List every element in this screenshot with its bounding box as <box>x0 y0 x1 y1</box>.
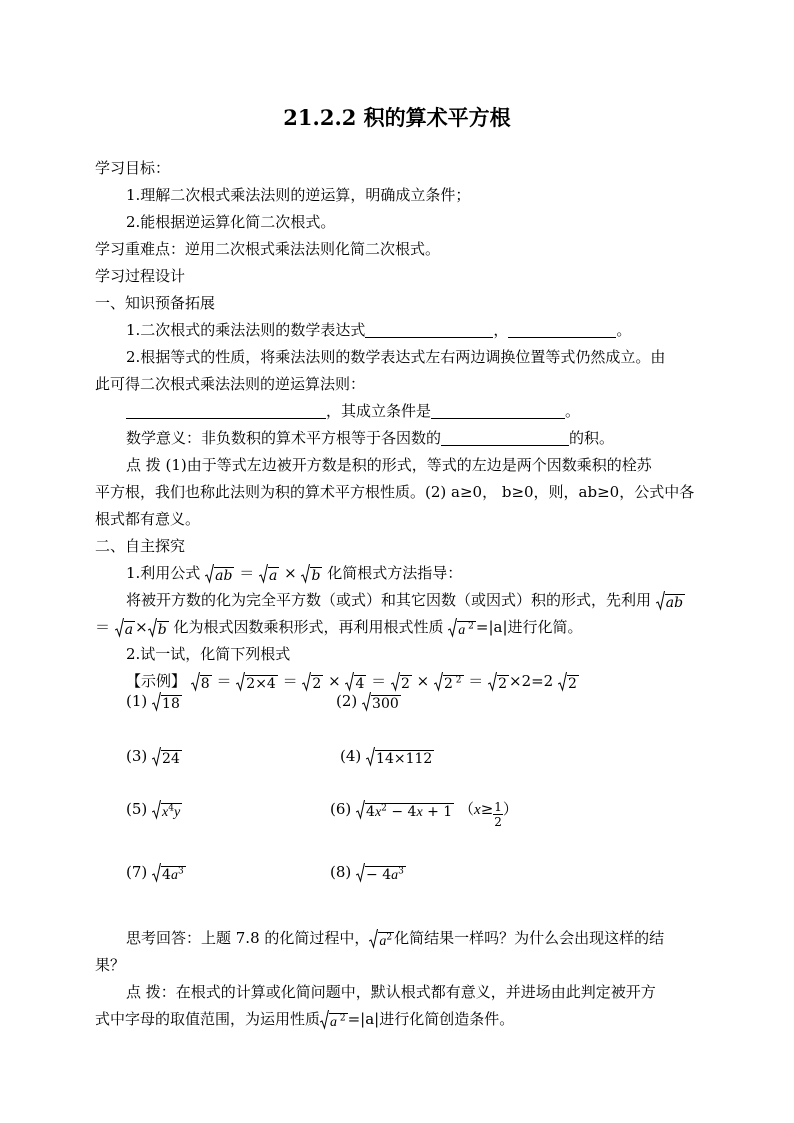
radical-b-2: b <box>148 619 169 639</box>
example-label: 【示例】 <box>126 672 187 690</box>
problem-8: (8) − $4a^3$ <box>330 863 404 883</box>
q2-blank-1[interactable] <box>126 403 326 419</box>
radical-a: a <box>259 565 279 585</box>
s2-heading: 2.试一试，化简下列根式 <box>126 645 291 663</box>
section1-q2-line1: 2.根据等式的性质，将乘法法则的数学表达式左右两边调换位置等式仍然成立。由 <box>126 348 666 366</box>
q2-mid: ，其成立条件是 <box>326 402 432 420</box>
problem-6: (6) $4x^2 - 4x + 1$ （x≥ $\frac{1}{2}$ ） <box>330 800 518 829</box>
q2-blank-2[interactable] <box>431 403 565 419</box>
problem-1: (1) 18 <box>126 692 180 712</box>
section1-heading: 一、知识预备拓展 <box>95 294 216 312</box>
problem-2: (2) 300 <box>336 692 399 712</box>
final-tip-line-1: 点 拨：在根式的计算或化简问题中，默认根式都有意义，并进场由此判定被开方 <box>126 983 656 1001</box>
example-line: 【示例】 8 ＝ 2×4 ＝ 2 × 4 ＝ 2 × 2 $^2$ ＝ 2 ×2=2 2 <box>126 672 577 692</box>
radical-b: b <box>301 565 322 585</box>
thinking-line-1: 思考回答：上题 7.8 的化简过程中， $a^2$ 化简结果一样吗？为什么会出现这样的结 <box>126 929 665 949</box>
meaning-suffix: 的积。 <box>569 429 615 447</box>
page-title: 21.2.2 积的算术平方根 <box>283 105 511 130</box>
section1-q2-line2: 此可得二次根式乘法法则的逆运算法则： <box>95 375 366 393</box>
q1-comma: ， <box>493 321 509 339</box>
problem-4: (4) 14×112 <box>340 747 433 767</box>
section1-q2-line3 <box>126 401 580 421</box>
meaning-prefix: 数学意义：非负数积的算术平方根等于各因数的 <box>126 429 442 447</box>
fraction-one-half: $\frac{1}{2}$ <box>494 800 502 829</box>
radical-a-squared-2: $a^2$ <box>369 930 394 950</box>
section2-heading: 二、自主探究 <box>95 537 186 555</box>
q1-text: 1.二次根式的乘法法则的数学表达式 <box>126 321 366 339</box>
radical-ab: ab <box>205 565 234 585</box>
final-tip-line-2: 式中字母的取值范围，为运用性质 a $^2$ =|a|进行化简创造条件。 <box>95 1010 515 1030</box>
s1-suffix: 化简根式方法指导： <box>327 564 463 582</box>
s1-prefix: 1.利用公式 <box>126 564 201 582</box>
process-heading: 学习过程设计 <box>95 267 186 285</box>
problem-3: (3) 24 <box>126 747 180 767</box>
section1-q1 <box>126 320 631 340</box>
problem-5: (5) $x^4y$ <box>126 800 181 820</box>
radical-a-2: a <box>115 619 135 639</box>
q1-blank-2[interactable] <box>508 322 616 338</box>
tip-line-1: 点 拨 (1)由于等式左边被开方数是积的形式，等式的左边是两个因数乘积的栓苏 <box>126 456 652 474</box>
thinking-line-2: 果？ <box>95 956 126 974</box>
q1-period: 。 <box>616 321 632 339</box>
radical-a-squared-3: a $^2$ <box>320 1011 348 1031</box>
radical-ab-2: ab <box>656 592 685 612</box>
objectives-heading: 学习目标： <box>95 159 171 177</box>
q1-blank-1[interactable] <box>365 322 493 338</box>
meaning-line <box>126 428 614 448</box>
q2-period: 。 <box>565 402 581 420</box>
tip-line-2: 平方根，我们也称此法则为积的算术平方根性质。(2) a≥0， b≥0，则，ab≥0，公式中各 <box>95 483 695 501</box>
s1-desc-line-1: 将被开方数的化为完全平方数（或式）和其它因数（或因式）积的形式，先利用 ab <box>126 591 684 611</box>
key-points: 学习重难点：逆用二次根式乘法法则化简二次根式。 <box>95 240 441 258</box>
problem-7: (7) $4a^3$ <box>126 863 184 883</box>
meaning-blank[interactable] <box>441 430 569 446</box>
tip-line-3: 根式都有意义。 <box>95 510 201 528</box>
s1-formula-line: 1.利用公式 ab ＝ a × b 化简根式方法指导： <box>126 564 463 584</box>
radical-a-squared: a $^2$ <box>448 619 476 639</box>
s1-desc-line-2: ＝ a × b 化为根式因数乘积形式，再利用根式性质 a $^2$ =|a|进行化简。 <box>95 618 583 638</box>
objective-item-2: 2.能根据逆运算化简二次根式。 <box>126 213 336 231</box>
objective-item-1: 1.理解二次根式乘法法则的逆运算，明确成立条件； <box>126 186 471 204</box>
